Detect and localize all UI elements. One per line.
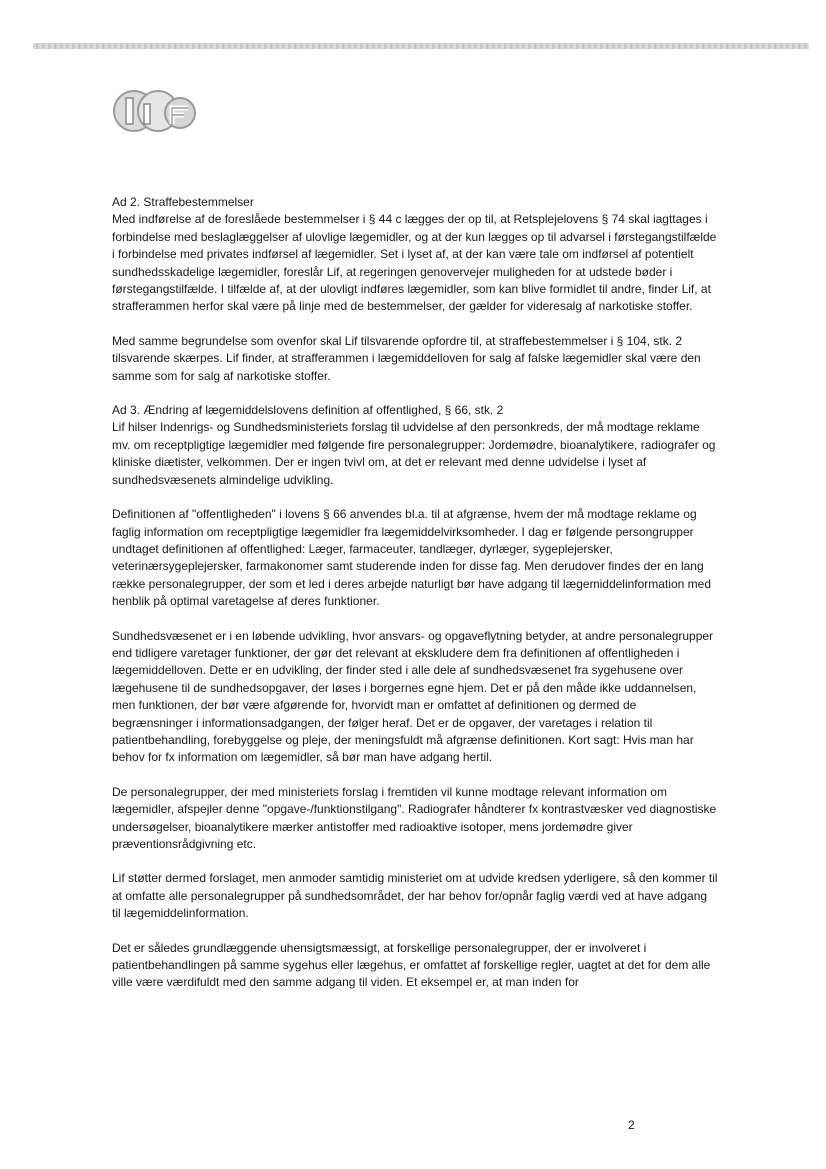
page-number: 2: [628, 1118, 635, 1132]
paragraph: Med samme begrundelse som ovenfor skal Lif tilsvarende opfordre til, at straffebestemmelser i § 104, stk. 2 tilsvarende skærpes. Lif finder, at strafferammen i lægemiddelloven for salg af falske lægemidler skal være den samme som for salg af narkotiske stoffer.: [112, 333, 701, 383]
scan-top-bar: [33, 43, 809, 49]
section-heading-ad2: Ad 2. Straffebestemmelser: [112, 195, 254, 209]
paragraph: Lif støtter dermed forslaget, men anmoder samtidig ministeriet om at udvide kredsen yderligere, så den kommer til at omfatte alle personalegrupper på sundhedsområdet, der har behov for/opnår faglig værdi ved at have adgang til lægemiddelinformation.: [112, 871, 718, 921]
paragraph: Sundhedsvæsenet er i en løbende udvikling, hvor ansvars- og opgaveflytning betyder, at andre personalegrupper end tidligere varetager funktioner, der gør det relevant at ekskludere dem fra definitionen af offentligheden i lægemiddelloven. Dette er en udvikling, der finder sted i alle dele af sundhedsvæsenet fra sygehusene over lægehusene til de sundhedsopgaver, der løses i borgernes egne hjem. Det er på den måde ikke uddannelsen, men funktionen, der bør være afgørende for, hvorvidt man er omfattet af definitionen og dermed de begrænsninger i informationsadgangen, der følger heraf. Det er de opgaver, der varetages i relation til patientbehandling, forebyggelse og pleje, der meningsfuldt må afgrænse definitionen. Kort sagt: Hvis man har behov for fx information om lægemidler, så bør man have adgang hertil.: [112, 628, 714, 765]
paragraph: Med indførelse af de foreslåede bestemmelser i § 44 c lægges der op til, at Retsplejelovens § 74 skal iagttages i forbindelse med beslaglæggelser af ulovlige lægemidler, og at der kun lægges op til advarsel i førstegangstilfælde i forbindelse med privates indførsel af lægemidler. Set i lyset af, at der kan være tale om indførsel af potentielt sundhedsskadelige lægemidler, foreslår Lif, at regeringen genovervejer muligheden for at udstede bøder i førstegangstilfælde. I tilfælde af, at der ulovligt indføres lægemidler, som kan blive formidlet til andre, finder Lif, at strafferammen herfor skal være på linje med de bestemmelser, der gælder for videresalg af narkotiske stoffer.: [112, 212, 717, 314]
paragraph: De personalegrupper, der med ministeriets forslag i fremtiden vil kunne modtage relevant information om lægemidler, afspejler denne "opgave-/funktionstilgang". Radiografer håndterer fx kontrastvæsker ved diagnostiske undersøgelser, bioanalytikere mærker antistoffer med radioaktive isotoper, mens jordemødre giver præventionsrådgivning etc.: [112, 784, 717, 851]
section-heading-ad3: Ad 3. Ændring af lægemiddelslovens definition af offentlighed, § 66, stk. 2: [112, 403, 504, 418]
paragraph: Det er således grundlæggende uhensigtsmæssigt, at forskellige personalegrupper, der er involveret i patientbehandlingen på samme sygehus eller lægehus, er omfattet af forskellige regler, uagtet at det for dem alle ville være værdifuldt med den samme adgang til viden. Et eksempel er, at man inden for: [112, 940, 711, 990]
paragraph: Lif hilser Indenrigs- og Sundhedsministeriets forslag til udvidelse af den personkreds, der må modtage reklame mv. om receptpligtige lægemidler med følgende fire personalegrupper: Jordemødre, bioanalytikere, radiografer og kliniske diætister, velkommen. Der er ingen tvivl om, at det er relevant med denne udvidelse i lyset af sundhedsvæsenets almindelige udvikling.: [112, 420, 716, 487]
lif-logo: [110, 86, 200, 136]
paragraph: Definitionen af "offentligheden" i lovens § 66 anvendes bl.a. til at afgrænse, hvem der må modtage reklame og faglig information om receptpligtige lægemidler fra lægemiddelvirksomheder. I dag er følgende persongrupper undtaget definitionen af offentlighed: Læger, farmaceuter, tandlæger, dyrlæger, sygeplejersker, veterinærsygeplejersker, farmakonomer samt studerende inden for disse fag. Men derudover findes der en lang række personalegrupper, der som et led i deres arbejde naturligt bør have adgang til lægemiddelinformation med henblik på optimal varetagelse af deres funktioner.: [112, 507, 711, 609]
letter-body: [112, 194, 718, 1009]
